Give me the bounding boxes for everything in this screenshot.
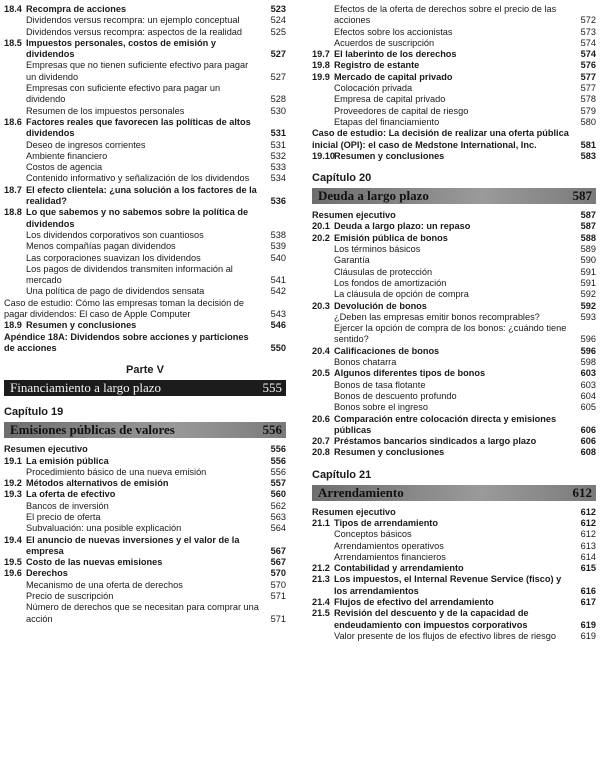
toc-entry-title: Impuestos personales, costos de emisión y dividendos [26, 37, 216, 60]
toc-entry [312, 574, 596, 597]
toc-entry-number: 19.10 [312, 150, 335, 161]
toc-entry-page: 590 [580, 255, 596, 266]
toc-entry-title: Bonos sobre el ingreso [334, 402, 428, 413]
toc-list [4, 444, 286, 625]
toc-entry-page: 539 [270, 241, 286, 252]
toc-entry [312, 128, 596, 151]
toc-entry [4, 320, 286, 331]
toc-entry-number: 18.5 [4, 37, 22, 48]
toc-entry-page: 556 [270, 455, 286, 466]
toc-entry-page: 523 [270, 4, 286, 14]
right-column [312, 4, 596, 642]
toc-entry-title: Deseo de ingresos corrientes [26, 139, 146, 150]
toc-entry-title: Resumen y conclusiones [334, 447, 445, 458]
toc-entry-page: 572 [580, 15, 596, 26]
toc-entry-title: Devolución de bonos [334, 300, 427, 311]
toc-entry [4, 489, 286, 500]
toc-entry [312, 436, 596, 447]
toc-entry-title: Resumen ejecutivo [312, 210, 396, 221]
toc-entry-title: Bonos chatarra [334, 357, 397, 368]
toc-entry-title: Valor presente de los flujos de efectivo libres de riesgo [334, 630, 556, 641]
toc-entry [4, 298, 286, 321]
toc-entry-number: 18.6 [4, 116, 22, 127]
toc-entry-page: 577 [580, 83, 596, 94]
toc-entry-page: 587 [580, 210, 596, 221]
toc-entry [312, 267, 596, 278]
toc-entry [4, 60, 286, 83]
toc-entry [312, 94, 596, 105]
toc-entry [312, 233, 596, 244]
toc-entry-title: Procedimiento básico de una nueva emisión [26, 466, 207, 477]
toc-entry [4, 173, 286, 184]
toc-entry-title: Mecanismo de una oferta de derechos [26, 579, 183, 590]
toc-entry-page: 570 [270, 568, 286, 579]
toc-entry-title: La oferta de efectivo [26, 489, 116, 500]
toc-list [4, 4, 286, 354]
toc-entry-title: Derechos [26, 568, 68, 579]
toc-entry-page: 612 [580, 517, 596, 528]
toc-entry-page: 563 [270, 511, 286, 522]
toc-entry-title: Registro de estante [334, 60, 420, 71]
toc-entry-title: Ambiente financiero [26, 150, 108, 161]
toc-entry-number: 19.8 [312, 60, 330, 71]
toc-entry [312, 72, 596, 83]
toc-entry [312, 368, 596, 379]
toc-entry [312, 301, 596, 312]
toc-entry-page: 592 [580, 289, 596, 300]
toc-entry [312, 402, 596, 413]
toc-entry [4, 557, 286, 568]
toc-entry [312, 631, 596, 642]
toc-entry-title: Tipos de arrendamiento [334, 517, 438, 528]
toc-entry-title: Bonos de descuento profundo [334, 390, 457, 401]
toc-entry-page: 571 [270, 591, 286, 602]
toc-entry-page: 606 [580, 436, 596, 447]
toc-entry-page: 591 [580, 277, 596, 288]
toc-entry-title: Arrendamientos operativos [334, 540, 444, 551]
toc-entry [4, 151, 286, 162]
toc-entry-page: 613 [580, 540, 596, 551]
toc-entry [4, 444, 286, 455]
toc-entry-page: 587 [580, 221, 596, 232]
toc-entry [312, 106, 596, 117]
toc-entry [312, 244, 596, 255]
toc-entry-page: 571 [270, 613, 286, 624]
toc-entry-title: Los dividendos corporativos son cuantiosos [26, 229, 204, 240]
toc-entry [4, 523, 286, 534]
toc-entry-page: 589 [580, 244, 596, 255]
chapter-banner [4, 422, 286, 438]
toc-entry-page: 527 [270, 71, 286, 82]
toc-entry [312, 289, 596, 300]
toc-entry-number: 20.4 [312, 345, 330, 356]
toc-entry-title: Empresa de capital privado [334, 94, 446, 105]
toc-entry-title: Efectos de la oferta de derechos sobre el precio de las acciones [334, 4, 557, 26]
toc-entry [4, 207, 286, 230]
toc-entry-page: 583 [580, 150, 596, 161]
toc-entry-number: 20.5 [312, 368, 330, 379]
toc-entry [312, 608, 596, 631]
toc-entry-page: 577 [580, 71, 596, 82]
toc-entry-title: Contenido informativo y señalización de los dividendos [26, 173, 250, 184]
toc-entry-page: 560 [270, 489, 286, 500]
toc-entry-title: La emisión pública [26, 455, 109, 466]
toc-entry-page: 580 [580, 116, 596, 127]
toc-entry [4, 241, 286, 252]
toc-entry [312, 323, 596, 346]
toc-entry [4, 27, 286, 38]
chapter-label: Capítulo 20 [312, 172, 372, 185]
toc-entry-page: 550 [270, 342, 286, 353]
toc-entry [4, 580, 286, 591]
toc-entry-page: 574 [580, 37, 596, 48]
toc-entry-title: Apéndice 18A: Dividendos sobre acciones y particiones de acciones [4, 331, 249, 353]
toc-entry-title: Bonos de tasa flotante [334, 379, 426, 390]
toc-entry-page: 614 [580, 551, 596, 562]
toc-entry-number: 19.2 [4, 478, 22, 489]
toc-entry-number: 20.8 [312, 447, 330, 458]
toc-entry [4, 568, 286, 579]
toc-entry-page: 524 [270, 15, 286, 26]
toc-entry-title: Los impuestos, el Internal Revenue Service (fisco) y los arrendamientos [334, 574, 562, 596]
toc-entry-title: Resumen de los impuestos personales [26, 105, 185, 116]
toc-entry-page: 612 [580, 529, 596, 540]
toc-entry-title: Recompra de acciones [26, 4, 127, 14]
toc-entry-page: 527 [270, 49, 286, 60]
toc-entry-page: 562 [270, 500, 286, 511]
toc-entry-page: 533 [270, 162, 286, 173]
toc-entry-title: Préstamos bancarios sindicados a largo plazo [334, 436, 537, 447]
toc-entry-page: 603 [580, 379, 596, 390]
chapter-banner-page: 587 [572, 188, 592, 204]
toc-entry [4, 456, 286, 467]
toc-entry-page: 604 [580, 390, 596, 401]
toc-entry-title: Acuerdos de suscripción [334, 37, 435, 48]
chapter-banner-title: Emisiones públicas de valores [10, 422, 175, 438]
toc-entry-page: 596 [580, 345, 596, 356]
toc-entry-page: 534 [270, 173, 286, 184]
toc-entry [312, 38, 596, 49]
toc-entry-page: 525 [270, 26, 286, 37]
toc-entry [312, 597, 596, 608]
toc-entry-number: 19.5 [4, 557, 22, 568]
chapter-banner-page: 612 [572, 484, 592, 500]
toc-entry-title: Los fondos de amortización [334, 277, 447, 288]
toc-entry-page: 619 [580, 630, 596, 641]
toc-entry [4, 332, 286, 355]
toc-entry [4, 512, 286, 523]
chapter-banner-title: Deuda a largo plazo [318, 188, 429, 204]
toc-entry-page: 564 [270, 523, 286, 534]
left-column [4, 4, 286, 625]
toc-entry [312, 541, 596, 552]
toc-entry-page: 592 [580, 300, 596, 311]
toc-entry [4, 38, 286, 61]
toc-entry [312, 210, 596, 221]
toc-entry-title: Caso de estudio: Cómo las empresas toman la decisión de pagar dividendos: El caso de Apple Computer [4, 297, 245, 320]
toc-entry [312, 414, 596, 437]
toc-list [312, 507, 596, 643]
toc-entry-number: 19.1 [4, 455, 22, 466]
toc-entry-page: 557 [270, 478, 286, 489]
toc-entry [312, 278, 596, 289]
toc-entry-title: Garantía [334, 255, 370, 266]
toc-entry-page: 606 [580, 424, 596, 435]
toc-entry-title: Menos compañías pagan dividendos [26, 241, 176, 252]
toc-entry [312, 529, 596, 540]
toc-entry-title: Resumen y conclusiones [334, 150, 445, 161]
toc-entry-title: Bancos de inversión [26, 500, 109, 511]
toc-entry-title: Conceptos básicos [334, 529, 412, 540]
toc-entry-title: Precio de suscripción [26, 591, 114, 602]
toc-entry-title: Resumen ejecutivo [4, 444, 88, 455]
part-banner [4, 380, 286, 396]
chapter-banner-title: Arrendamiento [318, 484, 404, 500]
toc-entry-title: Caso de estudio: La decisión de realizar una oferta pública inicial (OPI): el caso de Medstone International, Inc. [312, 128, 569, 150]
toc-entry [312, 117, 596, 128]
toc-entry [312, 507, 596, 518]
chapter-banner [312, 485, 596, 501]
toc-entry [4, 162, 286, 173]
toc-entry-title: Deuda a largo plazo: un repaso [334, 221, 471, 232]
part-banner-title: Financiamiento a largo plazo [10, 380, 162, 396]
toc-entry [4, 83, 286, 106]
toc-entry-page: 617 [580, 597, 596, 608]
toc-entry-title: El anuncio de nuevas inversiones y el valor de la empresa [26, 534, 240, 556]
toc-entry-page: 556 [270, 444, 286, 455]
toc-entry-page: 576 [580, 60, 596, 71]
toc-entry-page: 531 [270, 139, 286, 150]
toc-entry [312, 380, 596, 391]
toc-entry-number: 18.7 [4, 184, 22, 195]
toc-entry-page: 578 [580, 94, 596, 105]
chapter-banner [312, 188, 596, 204]
toc-entry-title: Comparación entre colocación directa y emisiones públicas [334, 413, 557, 435]
toc-entry-page: 546 [270, 320, 286, 331]
toc-entry [4, 230, 286, 241]
toc-entry [4, 106, 286, 117]
toc-entry-title: Arrendamientos financieros [334, 551, 446, 562]
toc-entry-title: Resumen y conclusiones [26, 320, 137, 331]
toc-entry-page: 528 [270, 94, 286, 105]
toc-entry-page: 612 [580, 506, 596, 517]
toc-entry-page: 540 [270, 252, 286, 263]
toc-entry [312, 552, 596, 563]
toc-entry [312, 346, 596, 357]
toc-entry [4, 535, 286, 558]
toc-entry [4, 467, 286, 478]
toc-entry-title: Algunos diferentes tipos de bonos [334, 368, 486, 379]
toc-entry [312, 563, 596, 574]
toc-entry-title: ¿Deben las empresas emitir bonos recomprables? [334, 311, 540, 322]
toc-entry-number: 20.2 [312, 232, 330, 243]
toc-entry-page: 543 [270, 309, 286, 320]
toc-entry-title: Costo de las nuevas emisiones [26, 557, 163, 568]
toc-entry-page: 567 [270, 545, 286, 556]
toc-entry [312, 27, 596, 38]
toc-entry-title: Subvaluación: una posible explicación [26, 523, 182, 534]
toc-entry [4, 478, 286, 489]
toc-entry-number: 19.4 [4, 534, 22, 545]
toc-entry-number: 21.3 [312, 574, 330, 585]
toc-entry-page: 542 [270, 286, 286, 297]
toc-entry-title: Una política de pago de dividendos sensata [26, 286, 205, 297]
toc-entry-page: 615 [580, 563, 596, 574]
toc-entry-page: 574 [580, 49, 596, 60]
toc-entry-page: 567 [270, 557, 286, 568]
toc-entry-title: Etapas del financiamiento [334, 116, 440, 127]
toc-entry-page: 573 [580, 26, 596, 37]
toc-entry [4, 140, 286, 151]
toc-entry-number: 20.6 [312, 413, 330, 424]
toc-entry-title: Calificaciones de bonos [334, 345, 440, 356]
toc-entry-number: 19.3 [4, 489, 22, 500]
toc-entry-title: Colocación privada [334, 83, 413, 94]
toc-entry-page: 619 [580, 619, 596, 630]
toc-entry [312, 255, 596, 266]
toc-entry-page: 531 [270, 128, 286, 139]
toc-entry-title: Los pagos de dividendos transmiten información al mercado [26, 263, 233, 286]
toc-entry-title: Resumen ejecutivo [312, 506, 396, 517]
toc-list [312, 210, 596, 459]
toc-entry-page: 596 [580, 334, 596, 345]
toc-entry [4, 286, 286, 297]
toc-entry-number: 19.6 [4, 568, 22, 579]
toc-entry-number: 21.5 [312, 608, 330, 619]
toc-entry-page: 593 [580, 311, 596, 322]
toc-entry-number: 18.8 [4, 207, 22, 218]
toc-entry-title: La cláusula de opción de compra [334, 289, 469, 300]
toc-entry [312, 447, 596, 458]
toc-entry-title: Factores reales que favorecen las políticas de altos dividendos [26, 116, 251, 139]
toc-entry-page: 532 [270, 150, 286, 161]
toc-entry-number: 21.4 [312, 597, 330, 608]
toc-entry-page: 605 [580, 402, 596, 413]
toc-entry-number: 18.4 [4, 4, 22, 14]
toc-entry [312, 83, 596, 94]
toc-entry [4, 602, 286, 625]
toc-entry-title: Ejercer la opción de compra de los bonos: ¿cuándo tiene sentido? [334, 323, 567, 345]
toc-entry-page: 530 [270, 105, 286, 116]
toc-entry-title: Las corporaciones suavizan los dividendos [26, 252, 201, 263]
toc-entry-title: Efectos sobre los accionistas [334, 26, 453, 37]
toc-entry-title: Lo que sabemos y no sabemos sobre la política de dividendos [26, 207, 249, 229]
toc-entry-title: El precio de oferta [26, 511, 101, 522]
toc-entry-page: 536 [270, 196, 286, 207]
toc-entry [312, 4, 596, 27]
toc-entry-title: Cláusulas de protección [334, 266, 433, 277]
toc-entry [312, 221, 596, 232]
toc-entry [4, 117, 286, 140]
chapter-label: Capítulo 21 [312, 468, 372, 481]
toc-entry [312, 312, 596, 323]
toc-entry [312, 391, 596, 402]
part-banner-page: 555 [262, 380, 282, 396]
toc-entry [4, 501, 286, 512]
toc-entry-title: Número de derechos que se necesitan para comprar una acción [26, 602, 259, 624]
toc-entry-title: Dividendos versus recompra: un ejemplo conceptual [26, 15, 240, 26]
toc-entry-page: 598 [580, 357, 596, 368]
chapter-banner-page: 556 [262, 422, 282, 438]
toc-entry [312, 60, 596, 71]
toc-entry-title: El efecto clientela: ¿una solución a los factores de la realidad? [26, 184, 257, 207]
toc-entry-page: 570 [270, 579, 286, 590]
toc-entry-title: Proveedores de capital de riesgo [334, 105, 469, 116]
toc-entry-page: 579 [580, 105, 596, 116]
toc-entry [4, 264, 286, 287]
toc-entry [4, 15, 286, 26]
toc-entry-page: 541 [270, 275, 286, 286]
toc-entry [312, 151, 596, 162]
chapter-label: Capítulo 19 [4, 406, 64, 419]
toc-entry [4, 253, 286, 264]
toc-entry-number: 20.7 [312, 436, 330, 447]
toc-entry [312, 49, 596, 60]
toc-entry-page: 588 [580, 232, 596, 243]
toc-entry-number: 18.9 [4, 320, 22, 331]
toc-entry-number: 21.2 [312, 563, 330, 574]
toc-entry-page: 603 [580, 368, 596, 379]
toc-entry-page: 556 [270, 466, 286, 477]
toc-entry-title: El laberinto de los derechos [334, 49, 457, 60]
toc-entry-title: Flujos de efectivo del arrendamiento [334, 597, 494, 608]
toc-entry [4, 185, 286, 208]
toc-entry-number: 19.9 [312, 71, 330, 82]
toc-entry-title: Contabilidad y arrendamiento [334, 563, 464, 574]
toc-entry-number: 21.1 [312, 517, 330, 528]
toc-entry-title: Revisión del descuento y de la capacidad de endeudamiento con impuestos corporativos [334, 608, 529, 630]
toc-entry [312, 518, 596, 529]
toc-entry-number: 20.3 [312, 300, 330, 311]
toc-entry-number: 20.1 [312, 221, 330, 232]
toc-entry-title: Empresas que no tienen suficiente efectivo para pagar un dividendo [26, 60, 249, 82]
toc-entry-page: 608 [580, 447, 596, 458]
toc-entry-title: Mercado de capital privado [334, 71, 453, 82]
toc-entry-title: Emisión pública de bonos [334, 232, 448, 243]
toc-entry-page: 538 [270, 229, 286, 240]
toc-entry-title: Costos de agencia [26, 162, 103, 173]
toc-entry-title: Dividendos versus recompra: aspectos de la realidad [26, 26, 243, 37]
toc-entry-number: 19.7 [312, 49, 330, 60]
toc-entry-title: Métodos alternativos de emisión [26, 478, 169, 489]
toc-list [312, 4, 596, 162]
toc-entry [312, 357, 596, 368]
toc-entry-title: Empresas con suficiente efectivo para pagar un dividendo [26, 83, 221, 105]
toc-entry-page: 591 [580, 266, 596, 277]
toc-entry [4, 591, 286, 602]
toc-entry-page: 616 [580, 585, 596, 596]
part-title: Parte V [126, 364, 164, 377]
toc-entry-title: Los términos básicos [334, 244, 421, 255]
toc-entry-page: 581 [580, 139, 596, 150]
toc-entry [4, 4, 286, 15]
